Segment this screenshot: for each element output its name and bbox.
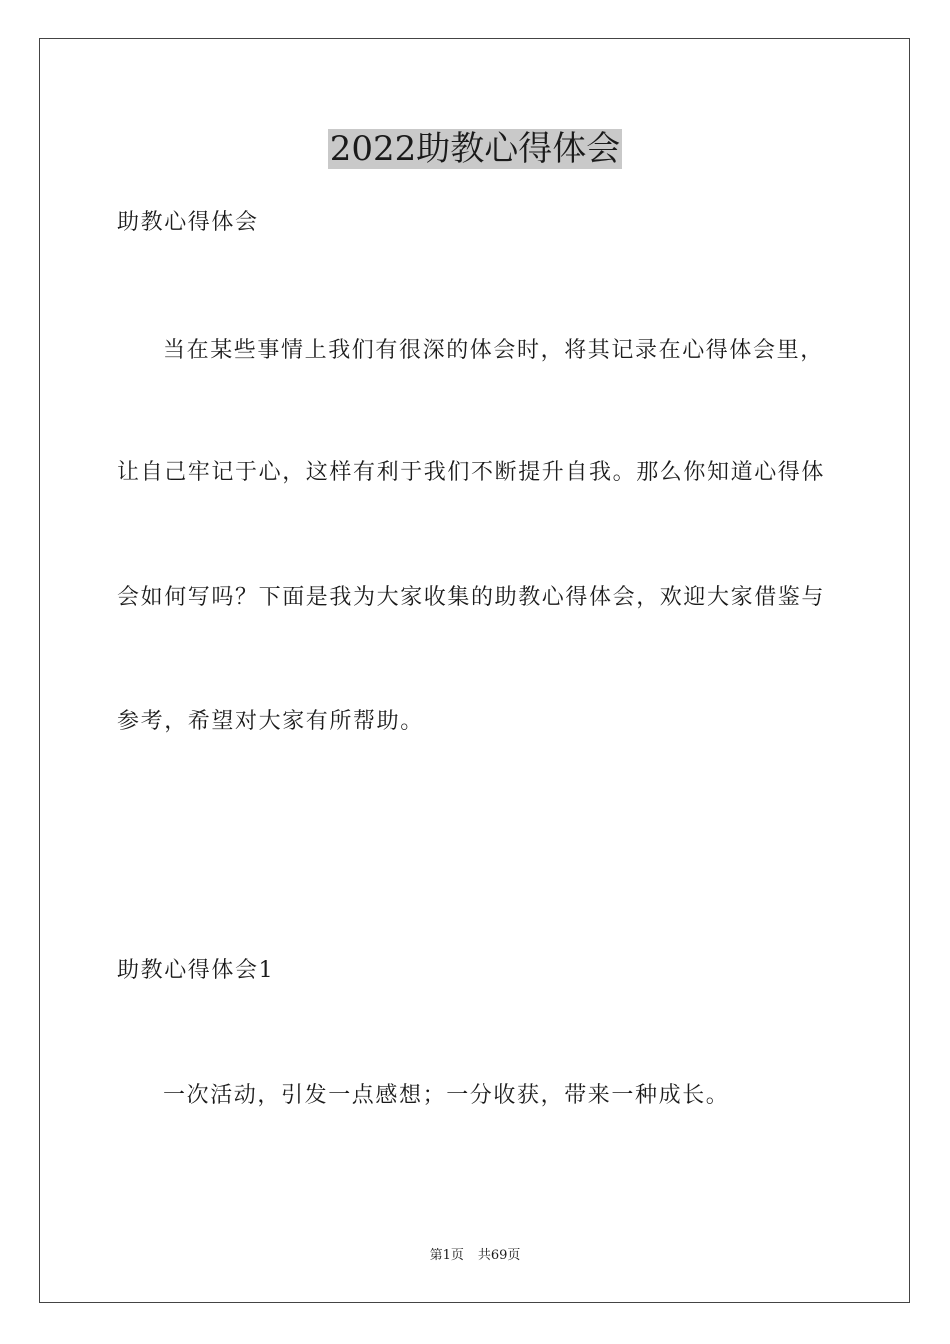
paragraph-line: 当在某些事情上我们有很深的体会时，将其记录在心得体会里，	[163, 338, 824, 363]
page-number: 第1页	[429, 1248, 464, 1263]
paragraph-line: 会如何写吗？下面是我为大家收集的助教心得体会，欢迎大家借鉴与	[117, 585, 826, 610]
section-heading: 助教心得体会	[117, 210, 259, 235]
document-title-text: 2022助教心得体会	[329, 129, 621, 169]
document-title	[0, 126, 950, 172]
page-footer	[0, 1247, 950, 1265]
section-heading: 助教心得体会1	[117, 958, 275, 983]
paragraph-line: 一次活动，引发一点感想；一分收获，带来一种成长。	[163, 1083, 730, 1108]
paragraph-line: 参考，希望对大家有所帮助。	[117, 709, 424, 734]
paragraph-line: 让自己牢记于心，这样有利于我们不断提升自我。那么你知道心得体	[117, 460, 826, 485]
page-total: 共69页	[477, 1248, 521, 1263]
